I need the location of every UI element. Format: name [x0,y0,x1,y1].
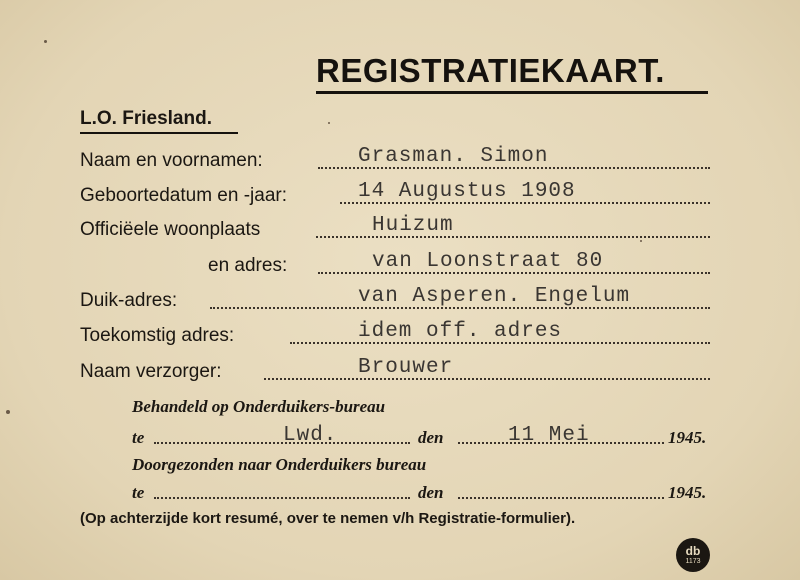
forwarded-te-label: te [132,483,145,502]
processed-den-label: den [418,428,444,447]
address-value: van Loonstraat 80 [372,250,604,273]
stamp-top-text: db [685,544,701,558]
footer-note: (Op achterzijde kort resumé, over te nemen v/h Registratie-formulier). [80,510,576,527]
processed-den-value: 11 Mei [508,424,590,447]
processed-te-value: Lwd. [283,424,338,447]
card-title: REGISTRATIEKAART. [316,52,665,89]
caretaker-label: Naam verzorger: [80,361,222,382]
stamp-bottom-text: 1173 [685,558,701,565]
forwarded-year: 1945. [668,483,707,502]
hiding-address-label: Duik-adres: [80,290,178,311]
future-address-value: idem off. adres [358,320,563,343]
paper-speck [6,410,10,414]
organization-label: L.O. Friesland. [80,108,212,129]
future-address-label: Toekomstig adres: [80,325,235,346]
residence-value: Huizum [372,214,454,237]
processed-heading: Behandeld op Onderduikers-bureau [132,397,386,416]
address-label: en adres: [208,255,288,276]
hiding-address-value: van Asperen. Engelum [358,285,631,308]
birth-value: 14 Augustus 1908 [358,180,576,203]
stamp-seal [676,538,710,572]
title-underline [316,91,708,94]
forwarded-den-label: den [418,483,444,502]
organization-underline [80,132,238,134]
forwarded-heading: Doorgezonden naar Onderduikers bureau [132,455,427,474]
name-value: Grasman. Simon [358,145,549,168]
processed-year: 1945. [668,428,707,447]
birth-label: Geboortedatum en -jaar: [80,185,288,206]
caretaker-dotted-line [264,378,710,380]
forwarded-den-dotted-line [458,497,664,499]
processed-te-label: te [132,428,145,447]
paper-speck [328,122,330,124]
caretaker-value: Brouwer [358,356,454,379]
forwarded-te-dotted-line [154,497,410,499]
residence-label: Officiëele woonplaats [80,219,261,240]
paper-speck [44,40,47,43]
name-label: Naam en voornamen: [80,150,263,171]
paper-speck [640,240,642,242]
processed-te-dotted-line [154,442,410,444]
